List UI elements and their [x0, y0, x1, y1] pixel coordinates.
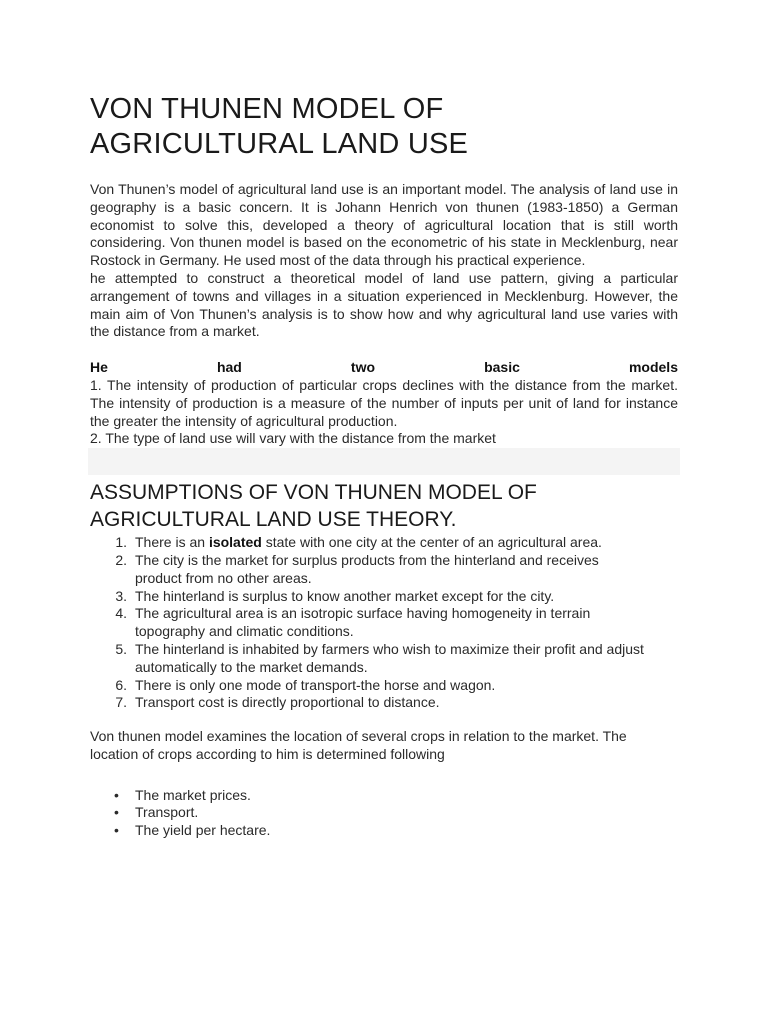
assumption-text: The hinterland is inhabited by farmers who wish to maximize their profit and adjust automatically to the market demands.: [135, 640, 644, 675]
assumption-text-post: state with one city at the center of an agricultural area.: [261, 534, 602, 551]
list-number: 2.: [115, 551, 127, 568]
models-heading-word: He: [90, 359, 108, 376]
list-number: 7.: [115, 694, 127, 711]
assumption-text: The city is the market for surplus products from the hinterland and receives product from no other areas.: [135, 551, 599, 586]
document-content: [90, 92, 678, 839]
assumptions-heading: [90, 479, 678, 533]
model-1-text: 1. The intensity of production of particular crops declines with the distance from the market. The intensity of production is a measure of the number of inputs per unit of land for instance the greater the intensity of agricultural production.: [90, 376, 678, 429]
list-number: 3.: [115, 587, 127, 604]
factor-item: [90, 787, 678, 805]
assumptions-list: [90, 534, 678, 712]
list-number: 4.: [115, 605, 127, 622]
factor-text: The market prices.: [135, 786, 251, 803]
factor-text: The yield per hectare.: [135, 821, 271, 838]
assumption-item: [90, 641, 678, 677]
location-paragraph: Von thunen model examines the location of several crops in relation to the market. The location of crops according to him is determined following: [90, 728, 627, 762]
assumption-item: [90, 552, 678, 588]
title-line-1: VON THUNEN MODEL OF: [90, 93, 444, 125]
bullet-icon: •: [114, 786, 119, 803]
list-number: 1.: [115, 534, 127, 551]
model-2-text: 2. The type of land use will vary with the distance from the market: [90, 430, 496, 447]
list-number: 5.: [115, 640, 127, 657]
intro-paragraph-1: Von Thunen’s model of agricultural land use is an important model. The analysis of land use in geography is a basic concern. It is Johann Henrich von thunen (1983-1850) a German economist to solve this, developed a theory of agricultural location that is still worth considering. Von thunen model is based on the econometric of his state in Mecklenburg, near Rostock in Germany. He used most of the data through his practical experience.: [90, 181, 678, 269]
bullet-icon: •: [114, 821, 119, 838]
factor-item: [90, 804, 678, 822]
list-number: 6.: [115, 676, 127, 693]
factor-text: Transport.: [135, 804, 199, 821]
assumption-item: [90, 588, 678, 606]
factors-list: [90, 787, 678, 840]
page-title: [90, 92, 678, 162]
assumption-text: Transport cost is directly proportional to distance.: [135, 694, 440, 711]
models-heading: [90, 359, 678, 377]
models-heading-word: two: [350, 359, 376, 376]
title-line-2: AGRICULTURAL LAND USE: [90, 128, 469, 160]
assumption-text: The agricultural area is an isotropic surface having homogeneity in terrain topography and climatic conditions.: [135, 605, 591, 640]
shaded-divider: [88, 448, 680, 475]
assumption-item: [90, 534, 678, 552]
assumption-bold-term: isolated: [208, 534, 262, 551]
intro-paragraph-2: he attempted to construct a theoretical model of land use pattern, giving a particular arrangement of towns and villages in a situation experienced in Mecklenburg. However, the main aim of Von Thunen’s analysis is to show how and why agricultural land use varies with the distance from a market.: [90, 269, 678, 340]
assumption-item: [90, 677, 678, 695]
assumption-text: The hinterland is surplus to know another market except for the city.: [135, 587, 555, 604]
assumptions-heading-line-2: AGRICULTURAL LAND USE THEORY.: [90, 508, 457, 532]
assumption-text: There is only one mode of transport-the horse and wagon.: [135, 676, 496, 693]
assumptions-heading-line-1: ASSUMPTIONS OF VON THUNEN MODEL OF: [90, 481, 537, 505]
assumption-text: [135, 534, 678, 552]
assumption-item: [90, 694, 678, 712]
models-heading-word: basic: [484, 359, 520, 376]
factor-item: [90, 822, 678, 840]
bullet-icon: •: [114, 804, 119, 821]
models-heading-word: models: [628, 359, 678, 376]
assumption-text-pre: There is an: [135, 534, 209, 551]
assumption-item: [90, 605, 678, 641]
models-heading-word: had: [216, 359, 242, 376]
models-section: [90, 359, 678, 448]
